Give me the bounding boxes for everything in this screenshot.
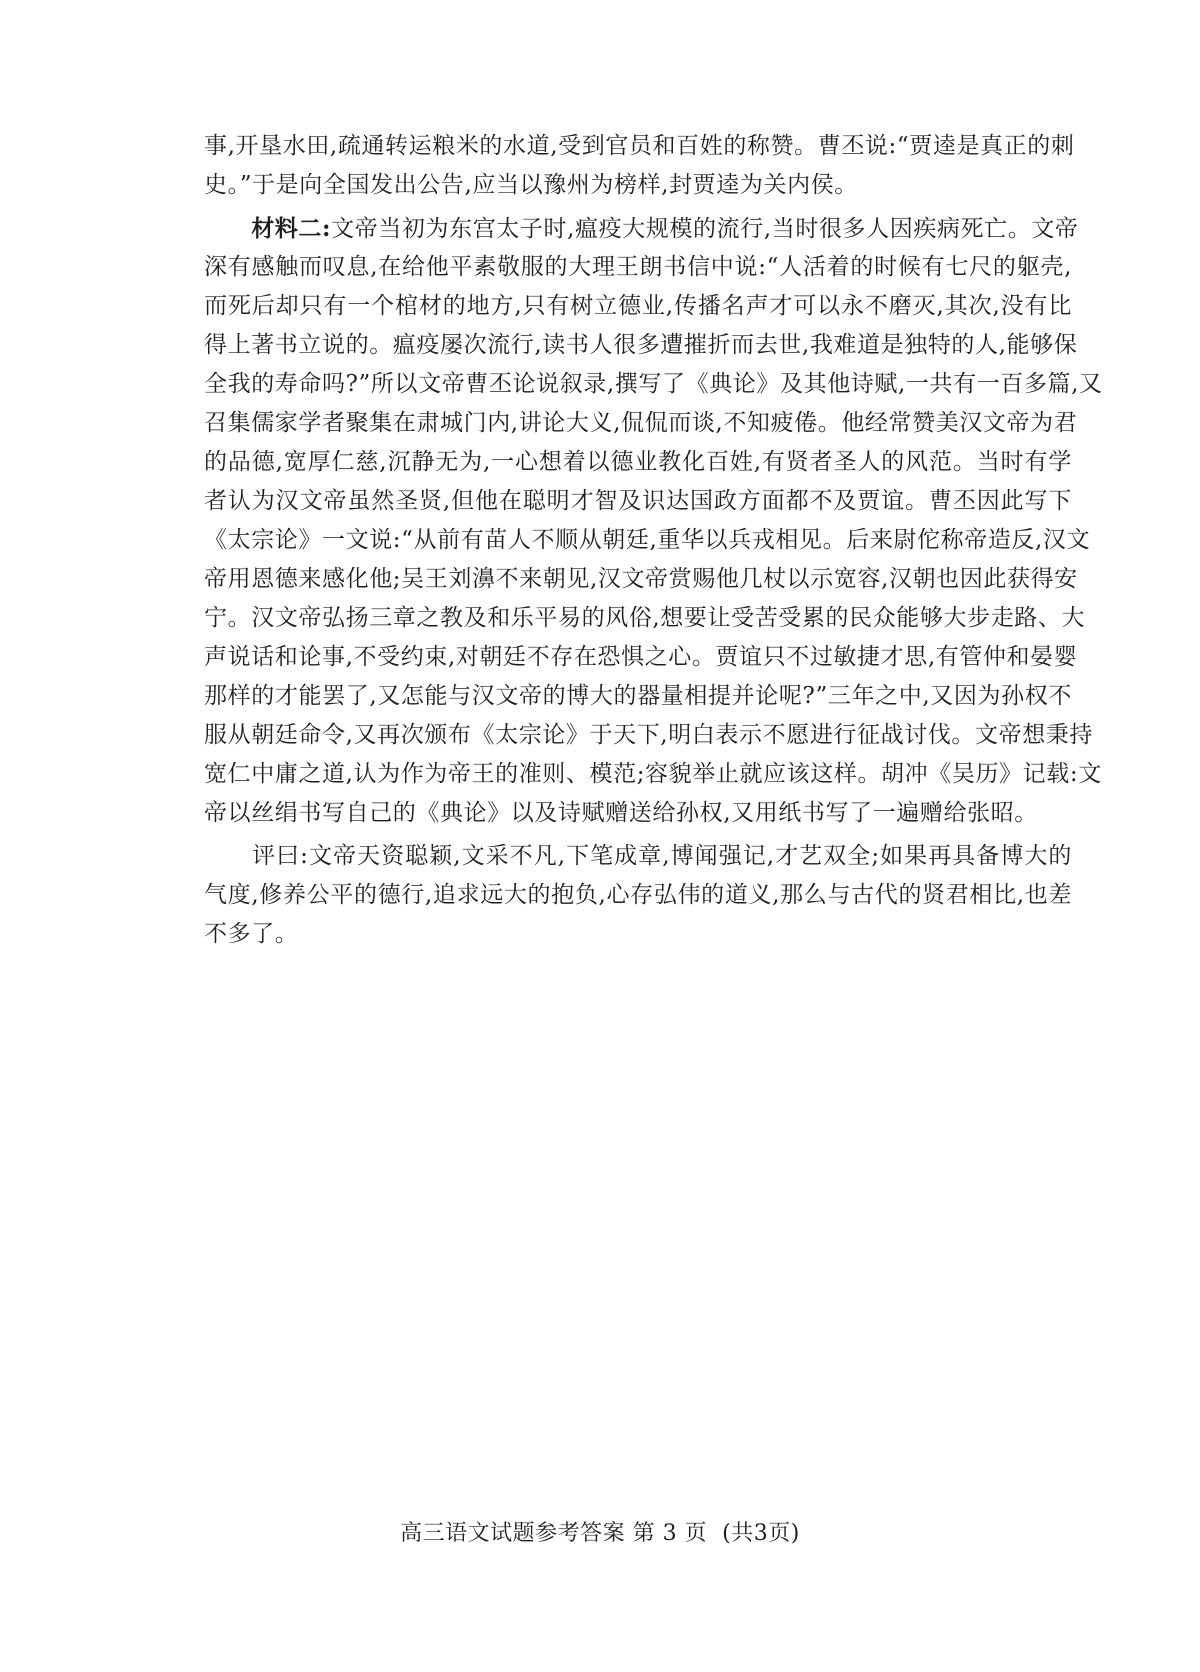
material-label: 材料二: (251, 215, 332, 242)
text-line: 帝以丝绢书写自己的《典论》以及诗赋赠送给孙权,又用纸书写了一遍赠给张昭。 (204, 800, 1038, 826)
paragraph-continuation (204, 127, 1075, 205)
text-line (204, 837, 1072, 876)
text-line: 的品德,宽厚仁慈,沉静无为,一心想着以德业教化百姓,有贤者圣人的风范。当时有学 (204, 449, 1072, 475)
text-line: 《太宗论》一文说:“从前有苗人不顺从朝廷,重华以兵戎相见。后来尉佗称帝造反,汉文 (204, 527, 1091, 553)
text-line: 而死后却只有一个棺材的地方,只有树立德业,传播名声才可以永不磨灭,其次,没有比 (204, 293, 1072, 319)
text-line: 宽仁中庸之道,认为作为帝王的准则、模范;容貌举止就应该这样。胡冲《吴历》记载:文 (204, 761, 1102, 787)
text-line-content: 文帝当初为东宫太子时,瘟疫大规模的流行,当时很多人因疾病死亡。文帝 (331, 216, 1079, 242)
text-line-content: 评曰:文帝天资聪颖,文采不凡,下笔成章,博闻强记,才艺双全;如果再具备博大的 (252, 843, 1073, 869)
text-line: 气度,修养公平的德行,追求远大的抱负,心存弘伟的道义,那么与古代的贤君相比,也差 (204, 882, 1072, 908)
text-line: 不多了。 (204, 921, 299, 947)
page-footer (0, 1516, 1200, 1547)
text-line: 者认为汉文帝虽然圣贤,但他在聪明才智及识达国政方面都不及贾谊。曹丕因此写下 (204, 488, 1072, 514)
text-line (204, 209, 1079, 248)
text-line: 得上著书立说的。瘟疫屡次流行,读书人很多遭摧折而去世,我难道是独特的人,能够保 (204, 332, 1078, 358)
footer-page-number: 第 3 页 (632, 1521, 708, 1546)
text-line: 宁。汉文帝弘扬三章之教及和乐平易的风俗,想要让受苦受累的民众能够大步走路、大 (204, 605, 1086, 631)
footer-title: 高三语文试题参考答案 (400, 1521, 626, 1546)
text-line: 帝用恩德来感化他;吴王刘濞不来朝见,汉文帝赏赐他几杖以示宽容,汉朝也因此获得安 (204, 566, 1078, 592)
text-line: 深有感触而叹息,在给他平素敬服的大理王朗书信中说:“人活着的时候有七尺的躯壳, (204, 254, 1072, 280)
paragraph-material-two (204, 209, 1103, 833)
text-line: 召集儒家学者聚集在肃城门内,讲论大义,侃侃而谈,不知疲倦。他经常赞美汉文帝为君 (204, 410, 1078, 436)
text-line: 服从朝廷命令,又再次颁布《太宗论》于天下,明白表示不愿进行征战讨伐。文帝想秉持 (204, 722, 1094, 748)
paragraph-commentary (204, 837, 1072, 954)
text-line: 史。”于是向全国发出公告,应当以豫州为榜样,封贾逵为关内侯。 (204, 172, 858, 198)
footer-total-pages: (共3页) (722, 1521, 800, 1546)
text-line: 全我的寿命吗?”所以文帝曹丕论说叙录,撰写了《典论》及其他诗赋,一共有一百多篇,又 (204, 371, 1103, 397)
text-line: 那样的才能罢了,又怎能与汉文帝的博大的器量相提并论呢?”三年之中,又因为孙权不 (204, 683, 1072, 709)
text-line: 事,开垦水田,疏通转运粮米的水道,受到官员和百姓的称赞。曹丕说:“贾逵是真正的刺 (204, 133, 1075, 159)
text-line: 声说话和论事,不受约束,对朝廷不存在恐惧之心。贾谊只不过敏捷才思,有管仲和晏婴 (204, 644, 1078, 670)
answer-text-body (204, 127, 1103, 954)
